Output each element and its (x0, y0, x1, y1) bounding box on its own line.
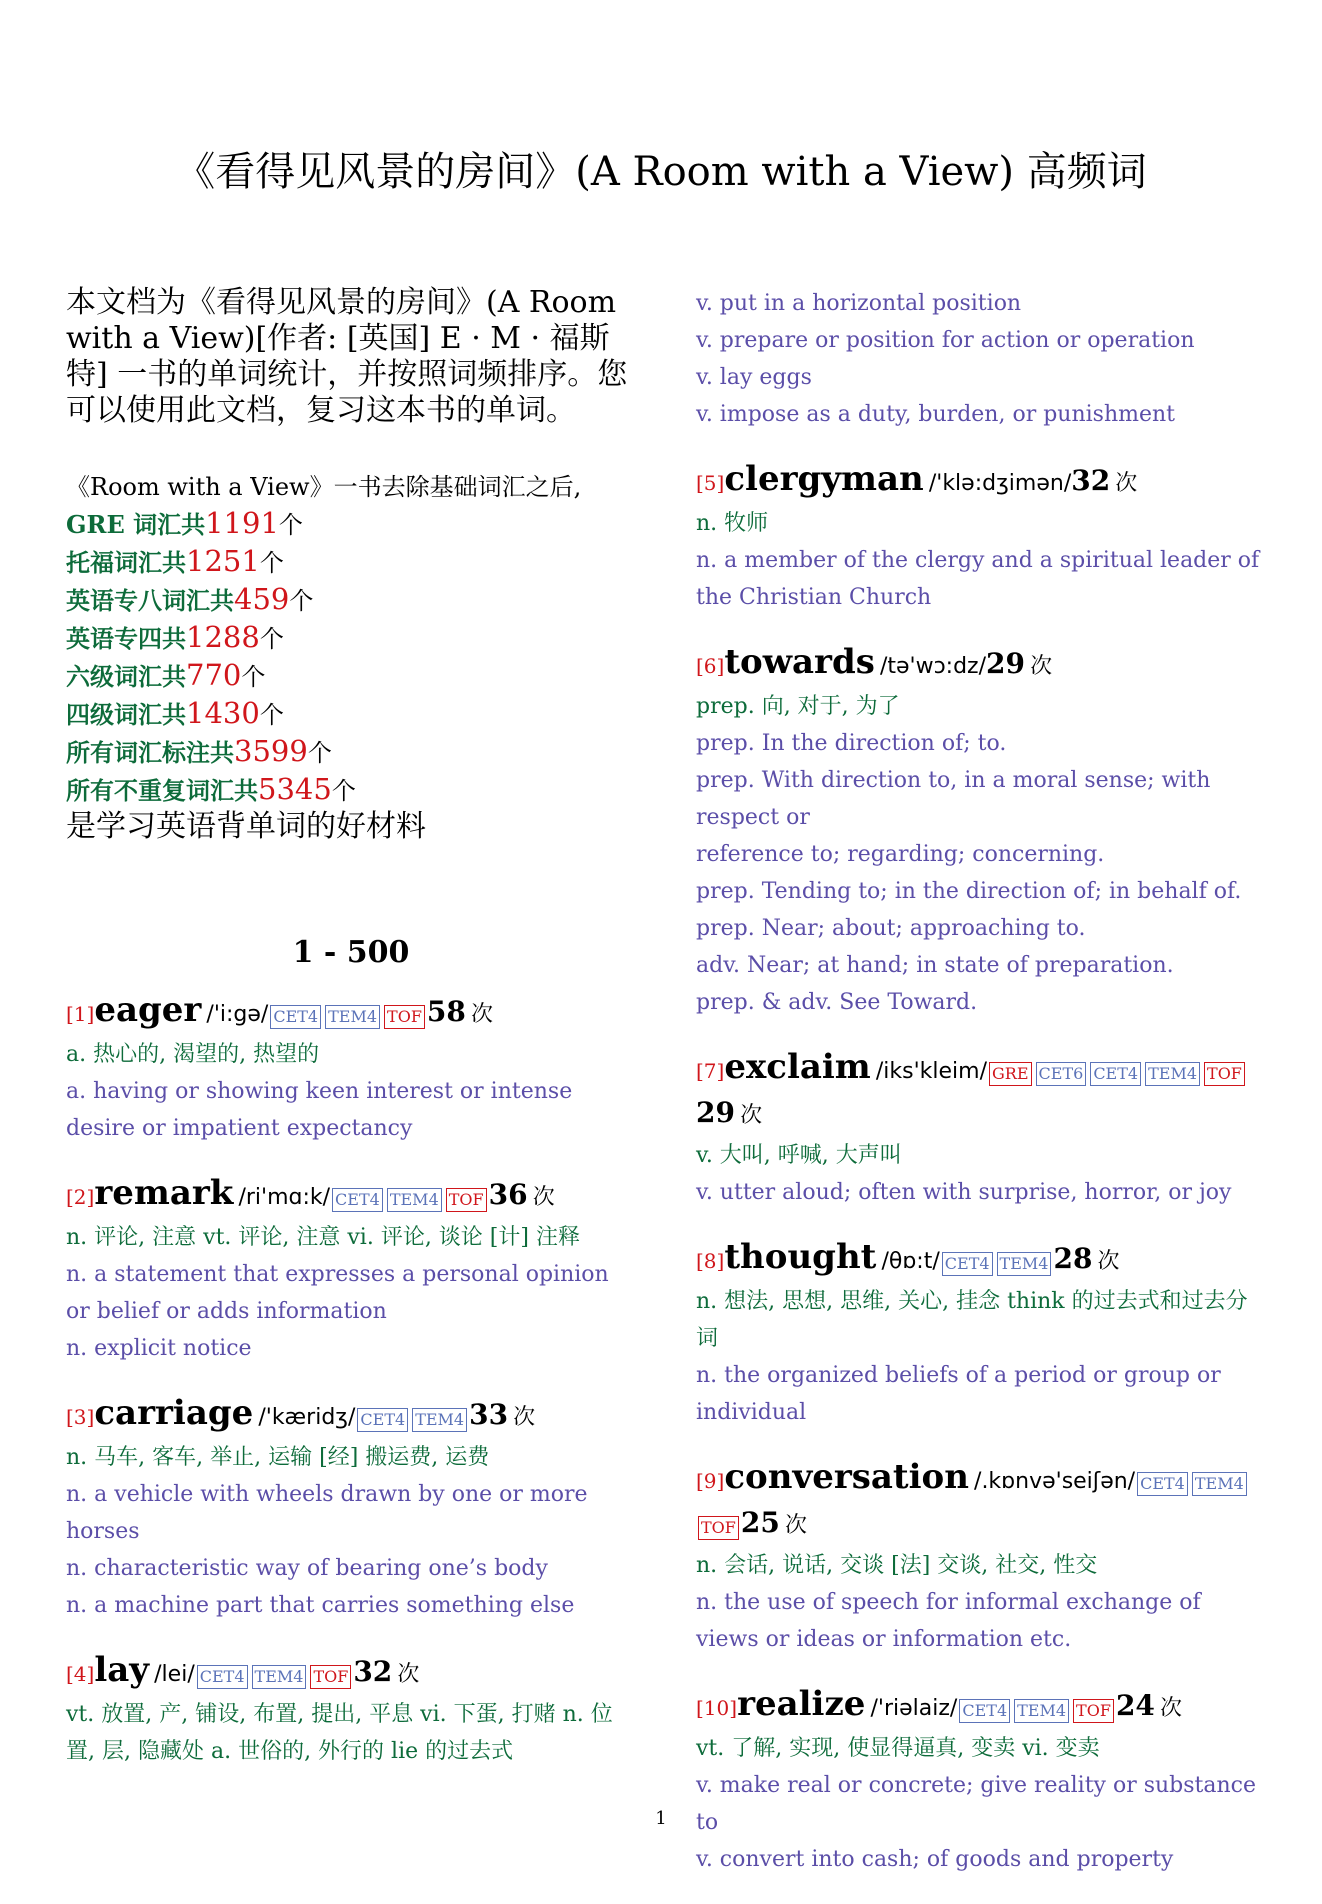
word-entry (66, 1650, 636, 1770)
definition-zh: prep. 向, 对于, 为了 (696, 694, 900, 719)
stat-unit: 个 (259, 701, 284, 729)
definition-en: n. a machine part that carries something else (66, 1593, 575, 1618)
stat-count: 1288 (186, 620, 260, 654)
frequency-unit: 次 (397, 1662, 420, 1687)
definition-zh: n. 会话, 说话, 交谈 [法] 交谈, 社交, 性交 (696, 1553, 1098, 1578)
word-entry (696, 1237, 1266, 1431)
definition-en: n. the organized beliefs of a period or group or individual (696, 1363, 1221, 1425)
stat-unit: 个 (259, 549, 284, 577)
frequency-unit: 次 (784, 1513, 807, 1538)
level-tag: TEM4 (1192, 1472, 1247, 1496)
level-tag: TEM4 (1145, 1062, 1200, 1086)
definition-zh: n. 评论, 注意 vt. 评论, 注意 vi. 评论, 谈论 [计] 注释 (66, 1225, 580, 1250)
level-tag: CET4 (1090, 1062, 1141, 1086)
definition-en: n. the use of speech for informal exchange of views or ideas or information etc. (696, 1590, 1201, 1652)
entry-head (696, 642, 1266, 688)
stats-closing-line: 是学习英语背单词的好材料 (66, 809, 426, 844)
stat-label: 托福词汇共 (66, 548, 186, 577)
definition-en: n. a statement that expresses a personal opinion or belief or adds information (66, 1262, 609, 1324)
level-tag: TOF (1204, 1062, 1245, 1086)
frequency-unit: 次 (1097, 1249, 1120, 1274)
stat-line (66, 771, 636, 809)
stat-line (66, 505, 636, 543)
level-tag: TEM4 (325, 1005, 380, 1029)
definition-zh: vt. 了解, 实现, 使显得逼真, 变卖 vi. 变卖 (696, 1736, 1100, 1761)
phonetic: /lei/ (154, 1662, 195, 1687)
entry-index: [5] (696, 471, 725, 495)
frequency-unit: 次 (1030, 654, 1053, 679)
frequency-count: 28 (1053, 1242, 1093, 1275)
frequency-unit: 次 (1160, 1696, 1183, 1721)
stat-count: 770 (186, 658, 242, 692)
stat-label: 英语专八词汇共 (66, 586, 234, 615)
phonetic: /iks'kleim/ (875, 1059, 988, 1084)
stat-unit: 个 (289, 587, 314, 615)
definition-en: prep. Tending to; in the direction of; in behalf of. (696, 879, 1242, 904)
level-tag: CET4 (357, 1408, 408, 1432)
headword: towards (724, 642, 875, 682)
phonetic: /.kɒnvə'seiʃən/ (974, 1469, 1136, 1494)
level-tag: CET4 (270, 1005, 321, 1029)
frequency-count: 32 (1071, 464, 1111, 497)
level-tag: TOF (446, 1188, 487, 1212)
entries-right (696, 459, 1266, 1878)
level-tag: TOF (698, 1516, 739, 1540)
word-entry (696, 642, 1266, 1021)
frequency-count: 25 (740, 1506, 780, 1539)
headword: conversation (724, 1457, 969, 1497)
entry-head (66, 1650, 636, 1696)
stat-unit: 个 (331, 777, 356, 805)
entry-head (66, 1393, 636, 1439)
frequency-unit: 次 (470, 1002, 493, 1027)
range-heading: 1 - 500 (292, 935, 410, 970)
definition-en: v. convert into cash; of goods and property (696, 1847, 1174, 1872)
word-entry (696, 1457, 1266, 1658)
entry-index: [7] (696, 1059, 725, 1083)
definition-zh: vt. 放置, 产, 铺设, 布置, 提出, 平息 vi. 下蛋, 打赌 n. 位置, 层, 隐藏处 a. 世俗的, 外行的 lie 的过去式 (66, 1702, 613, 1764)
entry-index: [3] (66, 1405, 95, 1429)
definition-en: v. lay eggs (696, 365, 812, 390)
definition-zh: a. 热心的, 渴望的, 热望的 (66, 1042, 320, 1067)
stat-unit: 个 (278, 511, 303, 539)
definition-en: a. having or showing keen interest or intense desire or impatient expectancy (66, 1079, 573, 1141)
definition-zh: n. 想法, 思想, 思维, 关心, 挂念 think 的过去式和过去分词 (696, 1289, 1248, 1351)
frequency-unit: 次 (532, 1185, 555, 1210)
definition-en: v. make real or concrete; give reality or substance to (696, 1773, 1257, 1835)
stat-unit: 个 (259, 625, 284, 653)
definition-en: v. prepare or position for action or operation (696, 328, 1195, 353)
frequency-count: 29 (986, 647, 1025, 680)
definition-en: n. a vehicle with wheels drawn by one or more horses (66, 1482, 588, 1544)
entry-head (696, 1237, 1266, 1283)
level-tag: CET6 (1036, 1062, 1087, 1086)
definition-en: prep. & adv. See Toward. (696, 990, 978, 1015)
stat-line (66, 619, 636, 657)
stat-label: 四级词汇共 (66, 700, 186, 729)
entry-index: [1] (66, 1002, 95, 1026)
level-tag: TOF (384, 1005, 425, 1029)
level-tag: GRE (989, 1062, 1032, 1086)
definition-en: v. put in a horizontal position (696, 291, 1022, 316)
word-entry (696, 459, 1266, 616)
level-tag: TOF (310, 1665, 351, 1689)
entry-head (66, 1173, 636, 1219)
headword: remark (94, 1173, 234, 1213)
stat-label: 所有词汇标注共 (66, 738, 234, 767)
continued-definitions (696, 285, 1266, 433)
definition-en: v. impose as a duty, burden, or punishment (696, 402, 1176, 427)
headword: lay (94, 1650, 150, 1690)
level-tag: TEM4 (412, 1408, 467, 1432)
definition-en: reference to; regarding; concerning. (696, 842, 1105, 867)
headword: carriage (94, 1393, 254, 1433)
stat-label: 所有不重复词汇共 (66, 776, 258, 805)
frequency-count: 29 (696, 1096, 735, 1129)
word-entry (66, 1393, 636, 1624)
stat-unit: 个 (241, 663, 266, 691)
level-tag: TEM4 (387, 1188, 442, 1212)
definition-zh: n. 牧师 (696, 511, 769, 536)
definition-en: prep. With direction to, in a moral sense; with respect or (696, 768, 1211, 830)
headword: thought (724, 1237, 877, 1277)
phonetic: /'kæridʒ/ (258, 1405, 356, 1430)
entry-index: [6] (696, 654, 725, 678)
entry-index: [8] (696, 1249, 725, 1273)
entries-left (66, 990, 636, 1770)
stat-unit: 个 (307, 739, 332, 767)
level-tag: TEM4 (1014, 1699, 1069, 1723)
phonetic: /'riəlaiz/ (870, 1696, 958, 1721)
phonetic: /ri'mɑ:k/ (238, 1185, 331, 1210)
right-column (696, 285, 1266, 1904)
stat-count: 5345 (258, 772, 332, 806)
entry-index: [10] (696, 1696, 738, 1720)
stat-line (66, 543, 636, 581)
stat-line (66, 581, 636, 619)
stats-list (66, 505, 636, 809)
frequency-unit: 次 (1115, 471, 1138, 496)
level-tag: TEM4 (997, 1252, 1052, 1276)
level-tag: CET4 (197, 1665, 248, 1689)
definition-en: prep. In the direction of; to. (696, 731, 1007, 756)
definition-zh: v. 大叫, 呼喊, 大声叫 (696, 1143, 902, 1168)
word-entry (696, 1047, 1266, 1211)
headword: eager (94, 990, 202, 1030)
headword: exclaim (724, 1047, 871, 1087)
entry-head (696, 459, 1266, 505)
frequency-count: 33 (469, 1398, 509, 1431)
definition-en: v. utter aloud; often with surprise, horror, or joy (696, 1180, 1232, 1205)
definition-en: n. a member of the clergy and a spiritual leader of the Christian Church (696, 548, 1260, 610)
stats-block (66, 469, 636, 845)
level-tag: CET4 (959, 1699, 1010, 1723)
left-column (66, 285, 636, 1796)
frequency-count: 32 (353, 1655, 393, 1688)
definition-zh: n. 马车, 客车, 举止, 运输 [经] 搬运费, 运费 (66, 1445, 490, 1470)
level-tag: CET4 (942, 1252, 993, 1276)
frequency-unit: 次 (513, 1405, 536, 1430)
entry-index: [4] (66, 1662, 95, 1686)
stat-label: 英语专四共 (66, 624, 186, 653)
stat-label: GRE 词汇共 (66, 510, 206, 539)
frequency-count: 36 (488, 1178, 528, 1211)
stat-line (66, 733, 636, 771)
level-tag: CET4 (332, 1188, 383, 1212)
word-entry (66, 1173, 636, 1367)
definition-en: adv. Near; at hand; in state of preparation. (696, 953, 1174, 978)
phonetic: /tə'wɔ:dz/ (879, 654, 986, 679)
stats-intro-line: 《Room with a View》一书去除基础词汇之后, (66, 473, 582, 501)
entry-head (696, 1047, 1266, 1137)
stat-label: 六级词汇共 (66, 662, 186, 691)
stat-line (66, 695, 636, 733)
entry-index: [2] (66, 1185, 95, 1209)
word-entry (696, 1684, 1266, 1878)
intro-paragraph: 本文档为《看得见风景的房间》(A Room with a View)[作者: [英国] E · M · 福斯特] 一书的单词统计，并按照词频排序。您可以使用此文档，复习这本书的单词。 (66, 285, 628, 428)
headword: clergyman (724, 459, 924, 499)
entry-head (66, 990, 636, 1036)
frequency-count: 24 (1115, 1689, 1155, 1722)
definition-en: n. characteristic way of bearing one’s body (66, 1556, 548, 1581)
phonetic: /'i:gə/ (206, 1002, 269, 1027)
stat-count: 459 (234, 582, 290, 616)
frequency-unit: 次 (740, 1103, 763, 1128)
level-tag: TEM4 (252, 1665, 307, 1689)
page-title: 《看得见风景的房间》(A Room with a View) 高频词 (175, 149, 1147, 195)
stat-count: 1430 (186, 696, 260, 730)
level-tag: CET4 (1137, 1472, 1188, 1496)
stat-count: 1251 (186, 544, 260, 578)
headword: realize (737, 1684, 866, 1724)
level-tag: TOF (1073, 1699, 1114, 1723)
entry-index: [9] (696, 1469, 725, 1493)
stat-line (66, 657, 636, 695)
entry-head (696, 1684, 1266, 1730)
word-entry (66, 990, 636, 1147)
page-number: 1 (655, 1808, 667, 1829)
phonetic: /'klə:dʒimən/ (928, 471, 1072, 496)
stat-count: 3599 (234, 734, 308, 768)
stat-count: 1191 (205, 506, 279, 540)
entry-head (696, 1457, 1266, 1547)
frequency-count: 58 (426, 995, 466, 1028)
phonetic: /θɒ:t/ (881, 1249, 940, 1274)
definition-en: prep. Near; about; approaching to. (696, 916, 1086, 941)
definition-en: n. explicit notice (66, 1336, 252, 1361)
